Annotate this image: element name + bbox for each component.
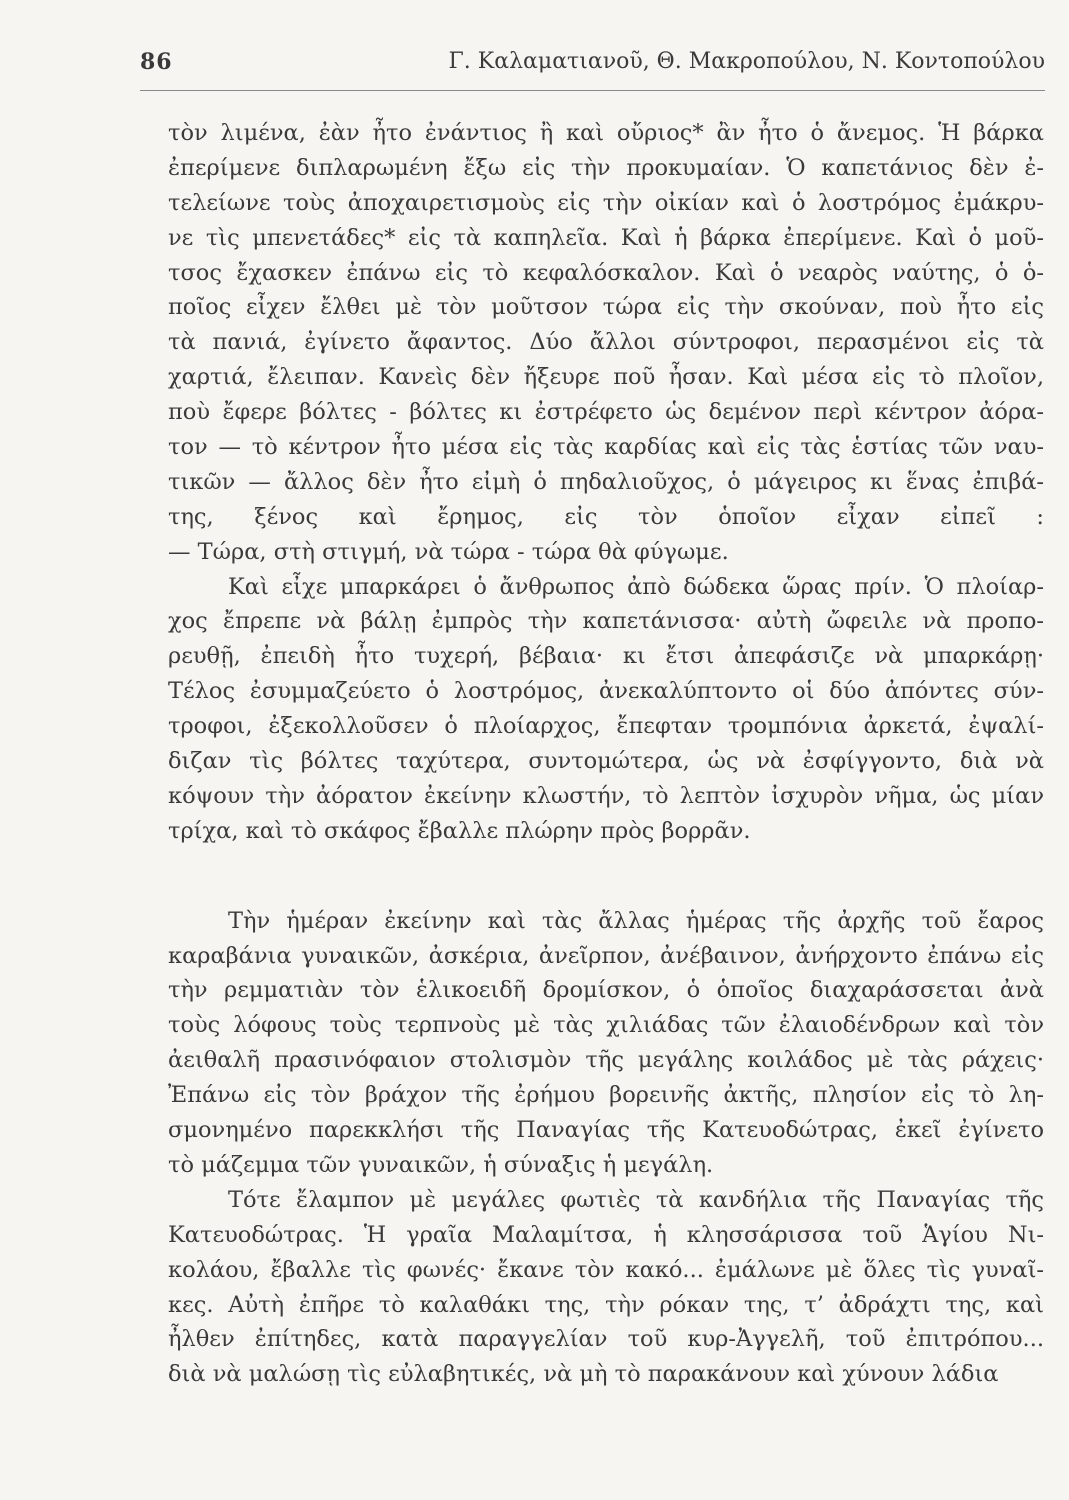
paragraph: [168, 116, 1044, 570]
text-line: τὰ πανιά, ἐγίνετο ἄφαντος. Δύο ἄλλοι σύντροφοι, περασμένοι εἰς τὰ: [168, 329, 1044, 356]
text-line: της, ξένος καὶ ἔρημος, εἰς τὸν ὁποῖον εἶχαν εἰπεῖ :: [168, 503, 1044, 530]
text-line: τικῶν — ἄλλος δὲν ἦτο εἰμὴ ὁ πηδαλιοῦχος, ὁ μάγειρος κι ἕνας ἐπιβά-: [168, 468, 1044, 495]
paragraph: [168, 570, 1044, 849]
text-line: Καὶ εἶχε μπαρκάρει ὁ ἄνθρωπος ἀπὸ δώδεκα ὥρας πρίν. Ὁ πλοίαρ-: [228, 573, 1044, 600]
header-rule: [140, 90, 1045, 91]
page-header: [140, 45, 1045, 85]
text-line: ἐπερίμενε διπλαρωμένη ἔξω εἰς τὴν προκυμαίαν. Ὁ καπετάνιος δὲν ἐ-: [168, 154, 1044, 181]
text-line: διὰ νὰ μαλώσῃ τὶς εὐλαβητικές, νὰ μὴ τὸ παρακάνουν καὶ χύνουν λάδια: [168, 1361, 999, 1388]
text-line: ρευθῇ, ἐπειδὴ ἦτο τυχερή, βέβαια· κι ἔτσι ἀπεφάσιζε νὰ μπαρκάρῃ·: [168, 643, 1044, 670]
text-line: Κατευοδώτρας. Ἡ γραῖα Μαλαμίτσα, ἡ κλησσάρισσα τοῦ Ἁγίου Νι-: [168, 1221, 1044, 1248]
text-line: σμονημένο παρεκκλήσι τῆς Παναγίας τῆς Κατευοδώτρας, ἐκεῖ ἐγίνετο: [168, 1117, 1044, 1144]
text-line: χος ἔπρεπε νὰ βάλῃ ἐμπρὸς τὴν καπετάνισσα· αὐτὴ ὤφειλε νὰ προπο-: [168, 608, 1044, 635]
text-line: ποὺ ἔφερε βόλτες - βόλτες κι ἐστρέφετο ὡς δεμένον περὶ κέντρον ἀόρα-: [168, 399, 1044, 426]
text-line: χαρτιά, ἔλειπαν. Κανεὶς δὲν ἤξευρε ποῦ ἦσαν. Καὶ μέσα εἰς τὸ πλοῖον,: [168, 364, 1044, 391]
text-line: ποῖος εἶχεν ἔλθει μὲ τὸν μοῦτσον τώρα εἰς τὴν σκούναν, ποὺ ἦτο εἰς: [168, 294, 1044, 321]
text-line: καραβάνια γυναικῶν, ἀσκέρια, ἀνεῖρπον, ἀνέβαινον, ἀνήρχοντο ἐπάνω εἰς: [168, 942, 1044, 969]
running-head: Γ. Καλαματιανοῦ, Θ. Μακροπούλου, Ν. Κοντοπούλου: [448, 49, 1045, 74]
text-line: τον — τὸ κέντρον ἦτο μέσα εἰς τὰς καρδίας καὶ εἰς τὰς ἑστίας τῶν ναυ-: [168, 434, 1044, 461]
text-line: τρίχα, καὶ τὸ σκάφος ἔβαλλε πλώρην πρὸς βορρᾶν.: [168, 817, 751, 844]
paragraph: [168, 1183, 1044, 1392]
page-number: 86: [140, 49, 173, 75]
text-line: κες. Αὐτὴ ἐπῆρε τὸ καλαθάκι της, τὴν ρόκαν της, τ’ ἀδράχτι της, καὶ: [168, 1291, 1044, 1318]
text-line: — Τώρα, στὴ στιγμή, νὰ τώρα - τώρα θὰ φύγωμε.: [168, 538, 729, 565]
text-line: Τότε ἔλαμπον μὲ μεγάλες φωτιὲς τὰ κανδήλια τῆς Παναγίας τῆς: [228, 1186, 1044, 1213]
text-line: τελείωνε τοὺς ἀποχαιρετισμοὺς εἰς τὴν οἰκίαν καὶ ὁ λοστρόμος ἐμάκρυ-: [168, 189, 1044, 216]
text-line: ἦλθεν ἐπίτηδες, κατὰ παραγγελίαν τοῦ κυρ-Ἀγγελῆ, τοῦ ἐπιτρόπου...: [168, 1326, 1044, 1353]
text-line: κολάου, ἔβαλλε τὶς φωνές· ἔκανε τὸν κακό... ἐμάλωνε μὲ ὅλες τὶς γυναῖ-: [168, 1256, 1044, 1283]
text-line: διζαν τὶς βόλτες ταχύτερα, συντομώτερα, ὡς νὰ ἐσφίγγοντο, διὰ νὰ: [168, 748, 1044, 775]
paragraph: [168, 904, 1044, 1183]
body-text: [168, 116, 1044, 1392]
text-line: τροφοι, ἐξεκολλοῦσεν ὁ πλοίαρχος, ἔπεφταν τρομπόνια ἀρκετά, ἐψαλί-: [168, 713, 1044, 740]
text-line: νε τὶς μπενετάδες* εἰς τὰ καπηλεῖα. Καὶ ἡ βάρκα ἐπερίμενε. Καὶ ὁ μοῦ-: [168, 224, 1044, 251]
text-line: ἀειθαλῆ πρασινόφαιον στολισμὸν τῆς μεγάλης κοιλάδος μὲ τὰς ράχεις·: [168, 1047, 1044, 1074]
text-line: Τέλος ἐσυμμαζεύετο ὁ λοστρόμος, ἀνεκαλύπτοντο οἱ δύο ἀπόντες σύν-: [168, 678, 1044, 705]
text-line: τσος ἔχασκεν ἐπάνω εἰς τὸ κεφαλόσκαλον. Καὶ ὁ νεαρὸς ναύτης, ὁ ὁ-: [168, 259, 1044, 286]
text-line: τὸν λιμένα, ἐὰν ἦτο ἐνάντιος ἢ καὶ οὔριος* ἂν ἦτο ὁ ἄνεμος. Ἡ βάρκα: [168, 120, 1044, 146]
section-break: [168, 849, 1044, 904]
text-line: Ἐπάνω εἰς τὸν βράχον τῆς ἐρήμου βορεινῆς ἀκτῆς, πλησίον εἰς τὸ λη-: [168, 1082, 1044, 1109]
text-line: τοὺς λόφους τοὺς τερπνοὺς μὲ τὰς χιλιάδας τῶν ἐλαιοδένδρων καὶ τὸν: [168, 1012, 1044, 1039]
text-line: Τὴν ἡμέραν ἐκείνην καὶ τὰς ἄλλας ἡμέρας τῆς ἀρχῆς τοῦ ἔαρος: [228, 907, 1044, 934]
text-line: κόψουν τὴν ἀόρατον ἐκείνην κλωστήν, τὸ λεπτὸν ἰσχυρὸν νῆμα, ὡς μίαν: [168, 782, 1044, 809]
text-line: τὸ μάζεμμα τῶν γυναικῶν, ἡ σύναξις ἡ μεγάλη.: [168, 1151, 714, 1178]
text-line: τὴν ρεμματιὰν τὸν ἑλικοειδῆ δρομίσκον, ὁ ὁποῖος διαχαράσσεται ἀνὰ: [168, 977, 1044, 1004]
